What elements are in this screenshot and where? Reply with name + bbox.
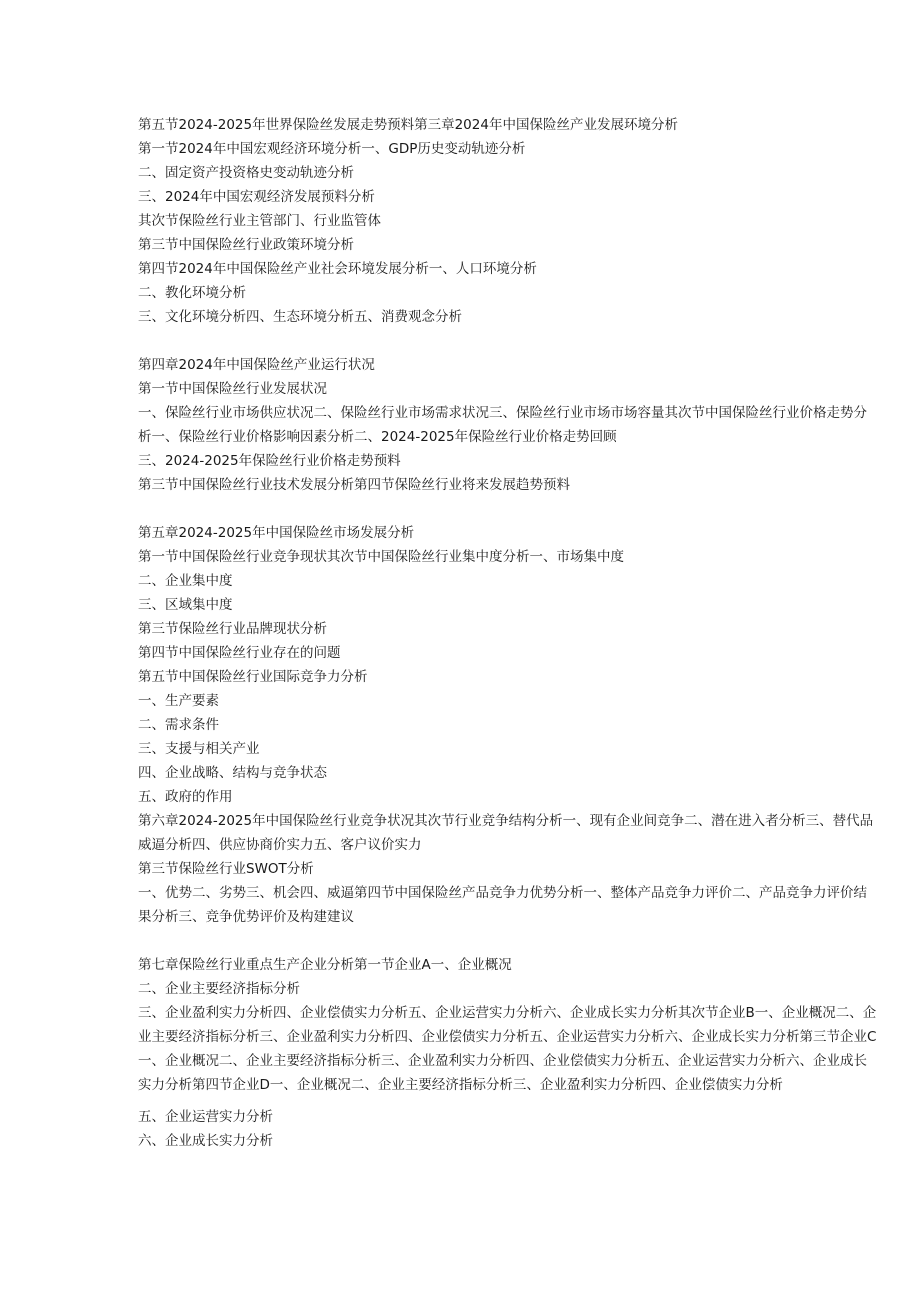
toc-line: 第三节中国保险丝行业政策环境分析: [138, 237, 354, 253]
paragraph-gap: [138, 1097, 878, 1105]
paragraph-gap: [138, 329, 878, 353]
toc-line: 第三节保险丝行业品牌现状分析: [138, 621, 327, 637]
toc-line: 六、企业成长实力分析: [138, 1133, 273, 1149]
toc-paragraph: 一、保险丝行业市场供应状况二、保险丝行业市场需求状况三、保险丝行业市场市场容量其次节中国保险丝行业价格走势分析一、保险丝行业价格影响因素分析二、2024-2025年保险丝行业价格走势回顾: [138, 405, 867, 445]
toc-line: 第四节2024年中国保险丝产业社会环境发展分析一、人口环境分析: [138, 261, 537, 277]
paragraph-gap: [138, 497, 878, 521]
toc-line: 一、生产要素: [138, 693, 219, 709]
chapter-heading: 第四章2024年中国保险丝产业运行状况: [138, 357, 375, 373]
paragraph-gap: [138, 929, 878, 953]
toc-line: 五、企业运营实力分析: [138, 1109, 273, 1125]
toc-line: 第五节2024-2025年世界保险丝发展走势预料第三章2024年中国保险丝产业发展环境分析: [138, 117, 678, 133]
toc-line: 第四节中国保险丝行业存在的问题: [138, 645, 341, 661]
toc-line: 第五节中国保险丝行业国际竞争力分析: [138, 669, 368, 685]
toc-line: 二、企业主要经济指标分析: [138, 981, 300, 997]
toc-line: 三、支援与相关产业: [138, 741, 260, 757]
toc-line: 四、企业战略、结构与竞争状态: [138, 765, 327, 781]
toc-line: 第一节中国保险丝行业发展状况: [138, 381, 327, 397]
toc-line: 三、文化环境分析四、生态环境分析五、消费观念分析: [138, 309, 462, 325]
toc-line: 二、固定资产投资格史变动轨迹分析: [138, 165, 354, 181]
toc-line: 三、区域集中度: [138, 597, 233, 613]
toc-line: 第一节中国保险丝行业竞争现状其次节中国保险丝行业集中度分析一、市场集中度: [138, 549, 624, 565]
toc-line: 第一节2024年中国宏观经济环境分析一、GDP历史变动轨迹分析: [138, 141, 526, 157]
toc-line: 第三节中国保险丝行业技术发展分析第四节保险丝行业将来发展趋势预料: [138, 477, 570, 493]
toc-line: 三、2024-2025年保险丝行业价格走势预料: [138, 453, 401, 469]
toc-paragraph: 一、优势二、劣势三、机会四、威逼第四节中国保险丝产品竞争力优势分析一、整体产品竞争力评价二、产品竞争力评价结果分析三、竞争优势评价及构建建议: [138, 885, 867, 925]
toc-line: 三、2024年中国宏观经济发展预料分析: [138, 189, 375, 205]
chapter-heading: 第七章保险丝行业重点生产企业分析第一节企业A一、企业概况: [138, 957, 512, 973]
toc-line: 二、需求条件: [138, 717, 219, 733]
toc-line: 二、教化环境分析: [138, 285, 246, 301]
toc-line: 第三节保险丝行业SWOT分析: [138, 861, 314, 877]
toc-paragraph: 第六章2024-2025年中国保险丝行业竞争状况其次节行业竞争结构分析一、现有企业间竞争二、潜在进入者分析三、替代品威逼分析四、供应协商价实力五、客户议价实力: [138, 813, 874, 853]
toc-line: 二、企业集中度: [138, 573, 233, 589]
toc-paragraph: 三、企业盈利实力分析四、企业偿债实力分析五、企业运营实力分析六、企业成长实力分析其次节企业B一、企业概况二、企业主要经济指标分析三、企业盈利实力分析四、企业偿债实力分析五、企业运营实力分析六、企业成长实力分析第三节企业C一、企业概况二、企业主要经济指标分析三、企业盈利实力分析四、企业偿债实力分析五、企业运营实力分析六、企业成长实力分析第四节企业D一、企业概况二、企业主要经济指标分析三、企业盈利实力分析四、企业偿债实力分析: [138, 1005, 877, 1093]
toc-line: 五、政府的作用: [138, 789, 233, 805]
toc-line: 其次节保险丝行业主管部门、行业监管体: [138, 213, 381, 229]
chapter-heading: 第五章2024-2025年中国保险丝市场发展分析: [138, 525, 415, 541]
document-page: [138, 113, 878, 1153]
